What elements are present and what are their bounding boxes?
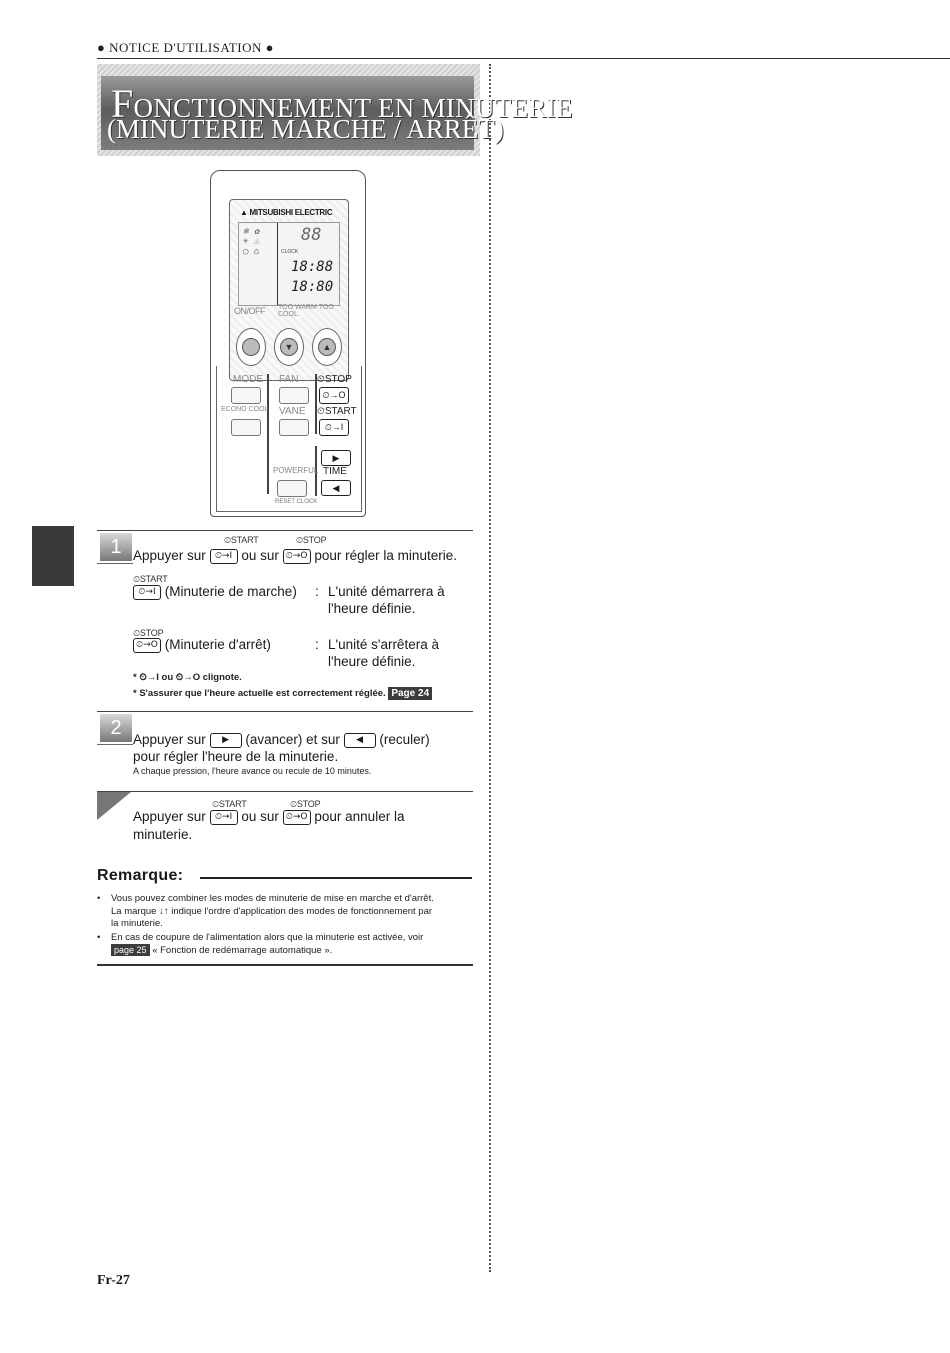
stop-label: ⏲STOP [317,374,352,385]
rem1-line2-post: indique l'ordre d'application des modes de fonctionnement par [171,905,433,917]
page-24-link[interactable]: Page 24 [388,687,432,700]
off-timer-desc1: L'unité s'arrêtera à [328,637,439,652]
step1-stair [97,563,133,564]
bullet-dot: • [97,893,101,904]
step3-start-small: ⏲START [212,799,247,809]
remote-lower-panel [216,366,362,512]
lcd-clock-label: CLOCK [281,249,299,255]
too-warm-text: TOO WARM [278,304,317,311]
step1-note2 [133,687,432,700]
on-timer-desc1: L'unité démarrera à [328,584,445,599]
step2-rule [97,711,473,712]
back-button[interactable]: ◀ [321,480,351,496]
time-label: TIME [323,466,347,477]
step2-text-post: (reculer) [379,732,430,747]
stop-timer-inline-2: ⏲→O [133,638,161,653]
fan-button[interactable] [279,387,309,404]
forward-button[interactable]: ▶ [321,450,351,466]
step2-instruction [133,732,430,748]
step1-text-post: pour régler la minuterie. [314,548,457,563]
section-tab [32,526,74,586]
vane-label: VANE [279,406,306,417]
too-cool-text: TOO COOL [278,304,334,318]
back-inline: ◀ [344,733,376,748]
on-timer-small-text: START [139,574,168,584]
lcd-time-top: 18:88 [291,259,334,275]
start-timer-inline: ⏲→I [210,549,238,564]
step3-text-pre: Appuyer sur [133,809,206,824]
on-timer-label: (Minuterie de marche) [164,584,297,599]
too-warm-label [278,304,348,318]
on-timer-colon: : [315,584,319,599]
remote-lcd [238,222,340,306]
off-timer-desc2: l'heure définie. [328,654,416,669]
on-off-label: ON/OFF [234,306,265,316]
step3-start-small-text: START [218,799,247,809]
mode-button[interactable] [231,387,261,404]
bullet-dot: • [97,931,101,943]
lcd-temp: 88 [301,225,322,245]
brand-text: MITSUBISHI ELECTRIC [249,208,333,217]
fan-label: FAN [279,374,299,385]
step1-instruction [133,548,457,564]
lower-divider-1 [267,374,269,494]
remarque-rule [200,877,472,879]
off-timer-small: ⏲STOP [133,628,164,638]
page-title [101,76,573,150]
note1-post: clignote. [202,672,242,683]
remarque-item-2 [97,931,487,958]
step3-instruction [133,809,404,825]
step3-marker [97,792,133,820]
rem1-line2-pre: La marque [111,905,157,917]
step2-text-mid: (avancer) et sur [245,732,340,747]
temp-down-button[interactable] [274,328,304,366]
off-timer-colon: : [315,637,319,652]
step1-rule [97,530,473,531]
step2-line2: pour régler l'heure de la minuterie. [133,749,339,764]
remote-face [229,199,349,381]
power-icon [242,338,260,356]
mode-label: MODE [233,374,263,385]
start-timer-button[interactable]: ⏲→I [319,419,349,436]
off-timer-row [133,637,271,653]
step3-line2: minuterie. [133,827,193,842]
on-off-button[interactable] [236,328,266,366]
powerful-label: POWERFUL [273,466,319,475]
lcd-time-bottom: 18:80 [291,279,334,295]
vane-button[interactable] [279,419,309,436]
start-label-text: START [324,406,357,417]
lcd-divider [277,223,278,305]
stop-label-text: STOP [324,374,352,385]
remarque-heading: Remarque: [97,867,184,884]
rem1-line3: la minuterie. [111,918,163,929]
remote-control-illustration [210,170,366,517]
on-timer-small: ⏲START [133,574,168,584]
clock-text: CLOCK [296,499,318,505]
rem2-line1: En cas de coupure de l'alimentation alors que la minuterie est activée, voir [111,931,424,943]
arrows-updown-icon: ↓↑ [159,905,169,917]
step3-stop-small-text: STOP [296,799,321,809]
step1-stop-small-text: STOP [302,535,327,545]
note1-star: * [133,672,137,683]
title-line2: (MINUTERIE MARCHE / ARRÊT) [107,114,504,144]
note1-mid: ou [161,672,174,683]
page-number: Fr-27 [97,1273,130,1288]
page-25-link[interactable]: page 25 [111,944,150,956]
stop-timer-inline: ⏲→O [283,549,311,564]
forward-inline: ▶ [210,733,242,748]
start-timer-inline-3: ⏲→I [210,810,238,825]
remarque-list [97,893,487,959]
step2-text-pre: Appuyer sur [133,732,206,747]
step2-stair [97,744,133,745]
step1-text-pre: Appuyer sur [133,548,206,563]
lcd-mode-icons: ❄ ✿ ☀ ♨ ◯ ⌂ [243,227,260,257]
rem2-line2: « Fonction de redémarrage automatique ». [152,945,333,956]
bottom-rule [97,964,473,966]
econo-cool-button[interactable] [231,419,261,436]
step1-start-small-text: START [230,535,259,545]
reset-clock-label [275,499,317,505]
step3-text-mid: ou sur [241,809,279,824]
off-timer-label: (Minuterie d'arrêt) [164,637,271,652]
header-rule [97,58,950,59]
powerful-button[interactable] [277,480,307,497]
start-timer-inline-2: ⏲→I [133,585,161,600]
step3-stop-small: ⏲STOP [290,799,321,809]
econo-cool-label: ECONO COOL [221,406,269,413]
step3-rule [97,791,473,792]
step1-stop-small: ⏲STOP [296,535,327,545]
triangle-up-icon: ▲ [318,338,336,356]
stop-timer-button[interactable]: ⏲→O [319,387,349,404]
on-timer-desc2: l'heure définie. [328,601,416,616]
step3-text-post: pour annuler la [314,809,405,824]
title-line1: ONCTIONNEMENT EN MINUTERIE [133,93,573,123]
temp-up-button[interactable] [312,328,342,366]
step2-small: A chaque pression, l'heure avance ou recule de 10 minutes. [133,766,372,776]
remarque-item-1 [97,893,487,931]
triangle-down-icon: ▼ [280,338,298,356]
off-timer-small-text: STOP [139,628,164,638]
step1-note1: * ⏲→I ou ⏲→O clignote. [133,672,242,683]
on-timer-row [133,584,297,600]
start-label: ⏲START [317,406,357,417]
step1-text-mid: ou sur [241,548,279,563]
title-initial: F [111,81,134,126]
column-divider [489,64,491,1272]
brand-logo: ▲ MITSUBISHI ELECTRIC [240,208,333,217]
rem1-line1: Vous pouvez combiner les modes de minuterie de mise en marche et d'arrêt. [111,893,434,904]
step1-number: 1 [100,533,132,561]
step2-number: 2 [100,714,132,742]
note2-text: * S'assurer que l'heure actuelle est correctement réglée. [133,688,386,699]
step1-start-small: ⏲START [224,535,259,545]
running-header: ● NOTICE D'UTILISATION ● [97,40,274,55]
reset-text: RESET [275,499,295,505]
stop-timer-inline-3: ⏲→O [283,810,311,825]
